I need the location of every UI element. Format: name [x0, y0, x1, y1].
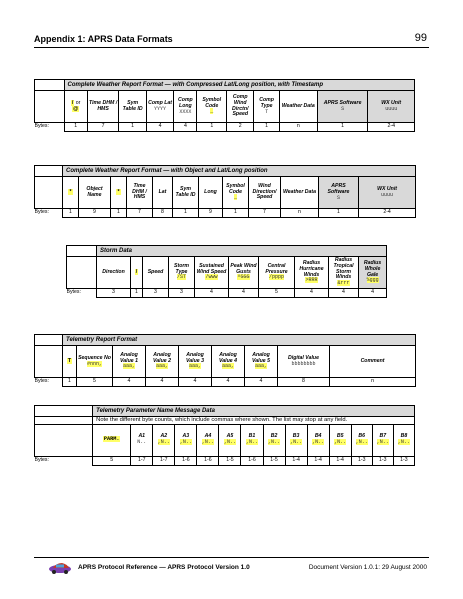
byte-count: 1-6	[197, 456, 219, 465]
aprs-car-logo	[48, 561, 72, 575]
bytes-label: Bytes:	[34, 378, 49, 385]
bytes-label: Bytes:	[34, 209, 49, 216]
field-radius-gale: Radius Whole Gale %ggg	[359, 257, 387, 289]
byte-count: 1	[131, 289, 143, 298]
spacer	[67, 257, 97, 289]
field-sym-table: Sym Table ID	[173, 177, 199, 209]
byte-count: 9	[79, 209, 111, 218]
byte-count: 1	[173, 209, 199, 218]
spacer	[35, 80, 65, 91]
field-parm-a5: A5 ,N..	[219, 424, 241, 456]
byte-count: 8	[278, 378, 330, 387]
byte-count: 8	[153, 209, 173, 218]
footer-rule	[34, 557, 429, 558]
byte-count: 2-4	[368, 123, 415, 132]
byte-count: 7	[127, 209, 153, 218]
field-wind: Wind Direction/ Speed	[249, 177, 281, 209]
byte-count: 1	[254, 123, 279, 132]
field-wx-unit: WX Unit uuuu	[359, 177, 416, 209]
field-parm-a4: A4 ,N..	[197, 424, 219, 456]
header-rule	[34, 47, 429, 48]
byte-count: 5	[77, 378, 113, 387]
byte-count: 3	[169, 289, 195, 298]
byte-count: 1-3	[351, 456, 372, 465]
byte-count: 4	[245, 378, 278, 387]
table-title: Storm Data	[97, 246, 387, 257]
field-comp-lat: Comp Lat YYYY	[146, 91, 173, 123]
footer-title: APRS Protocol Reference — APRS Protocol Version 1.0	[78, 564, 250, 571]
bytes-label: Bytes:	[66, 289, 81, 296]
field-analog-3: Analog Value 3 aaa,	[179, 346, 212, 378]
field-storm-type: Storm Type /ST	[169, 257, 195, 289]
byte-count: 1-4	[285, 456, 307, 465]
spacer	[35, 177, 63, 209]
byte-count: 5	[259, 289, 295, 298]
field-parm-b6: B6 ,N..	[351, 424, 372, 456]
field-live-marker: *	[111, 177, 127, 209]
field-speed: Speed	[143, 257, 169, 289]
spacer	[35, 424, 93, 456]
byte-count: 4	[295, 289, 329, 298]
field-symbol-code: Symbol Code _	[197, 91, 227, 123]
field-parm-b1: B1 ,N..	[241, 424, 263, 456]
field-parm-b4: B4 ,N..	[307, 424, 329, 456]
byte-count: 3	[143, 289, 169, 298]
byte-count: 4	[229, 289, 259, 298]
byte-count: 4	[179, 378, 212, 387]
field-parm-a3: A3 ,N..	[175, 424, 197, 456]
bytes-label: Bytes:	[34, 123, 49, 130]
spacer	[35, 417, 93, 425]
footer-version: Document Version 1.0.1: 29 August 2000	[308, 564, 427, 571]
byte-count: 1	[319, 209, 359, 218]
field-telemetry-marker: T	[63, 346, 77, 378]
field-time: Time DHM / HMS	[87, 91, 119, 123]
byte-count: 4	[195, 289, 229, 298]
field-aprs-software: APRS Software S	[319, 177, 359, 209]
byte-count: 4	[113, 378, 146, 387]
field-parm-marker: PARM.	[93, 424, 131, 456]
field-lat: Lat	[153, 177, 173, 209]
byte-count: 1	[119, 123, 146, 132]
table-title: Complete Weather Report Format — with Object and Lat/Long position	[63, 166, 416, 177]
page-number: 99	[414, 32, 427, 44]
byte-count: 4	[329, 289, 359, 298]
spacer	[35, 91, 65, 123]
spacer	[35, 166, 63, 177]
field-analog-1: Analog Value 1 aaa,	[113, 346, 146, 378]
field-peak-gusts: Peak Wind Gusts ^GGG	[229, 257, 259, 289]
byte-count: 1-4	[329, 456, 351, 465]
table-note: Note the different byte counts, which include commas where shown. The list may stop at any field.	[93, 417, 415, 425]
field-object-marker: *	[63, 177, 79, 209]
field-digital-value: Digital Value bbbbbbbb	[278, 346, 330, 378]
field-weather-data: Weather Data	[281, 177, 319, 209]
byte-count: n	[330, 378, 416, 387]
field-weather-data: Weather Data	[279, 91, 317, 123]
field-sym-table: Sym Table ID	[119, 91, 146, 123]
byte-count: 1	[223, 209, 249, 218]
field-parm-b5: B5 ,N..	[329, 424, 351, 456]
table-storm-data	[66, 245, 386, 298]
field-direction: Direction	[97, 257, 131, 289]
field-comment: Comment	[330, 346, 416, 378]
field-aprs-software: APRS Software S	[317, 91, 368, 123]
byte-count: 1	[111, 209, 127, 218]
byte-count: 1-7	[153, 456, 175, 465]
byte-count: 1	[197, 123, 227, 132]
page-header-title: Appendix 1: APRS Data Formats	[34, 34, 173, 44]
table-telemetry-report	[34, 334, 415, 387]
field-radius-hurricane: Radius Hurricane Winds >RRR	[295, 257, 329, 289]
spacer	[35, 335, 63, 346]
field-comp-wind: Comp Wind Dirctn/ Speed	[227, 91, 254, 123]
byte-count: 1	[64, 123, 87, 132]
table-weather-object	[34, 165, 415, 218]
byte-count: 7	[249, 209, 281, 218]
byte-count: 1	[63, 378, 77, 387]
field-parm-b2: B2 ,N..	[263, 424, 285, 456]
spacer	[67, 246, 97, 257]
field-parm-a1: A1 N..	[131, 424, 153, 456]
byte-count: 9	[199, 209, 223, 218]
field-symbol-code: Symbol Code _	[223, 177, 249, 209]
table-weather-compressed	[34, 79, 415, 132]
byte-count: 5	[93, 456, 131, 465]
byte-count: 1-5	[219, 456, 241, 465]
byte-count: 1-4	[307, 456, 329, 465]
byte-count: n	[281, 209, 319, 218]
byte-count: 1-3	[393, 456, 414, 465]
field-wx-unit: WX Unit uuuu	[368, 91, 415, 123]
field-central-pressure: Central Pressure /pppp	[259, 257, 295, 289]
byte-count: 3	[97, 289, 131, 298]
field-parm-b7: B7 ,N..	[372, 424, 393, 456]
byte-count: 1-6	[241, 456, 263, 465]
byte-count: 2	[227, 123, 254, 132]
byte-count: 7	[87, 123, 119, 132]
table-title: Telemetry Report Format	[63, 335, 416, 346]
field-sustained-wind: Sustained Wind Speed /www	[195, 257, 229, 289]
field-object-name: Object Name	[79, 177, 111, 209]
field-time: Time DHM / HMS	[127, 177, 153, 209]
field-sequence-no: Sequence No #nnn,	[77, 346, 113, 378]
byte-count: 1-6	[175, 456, 197, 465]
field-parm-a2: A2 ,N..	[153, 424, 175, 456]
byte-count: 4	[212, 378, 245, 387]
field-separator: /	[131, 257, 143, 289]
table-telemetry-parm	[34, 405, 415, 466]
field-data-type: / or @	[64, 91, 87, 123]
table-title: Telemetry Parameter Name Message Data	[93, 406, 415, 417]
byte-count: 4	[146, 123, 173, 132]
field-parm-b3: B3 ,N..	[285, 424, 307, 456]
field-long: Long	[199, 177, 223, 209]
field-analog-4: Analog Value 4 aaa,	[212, 346, 245, 378]
spacer	[35, 346, 63, 378]
spacer	[35, 406, 93, 417]
field-comp-type: Comp Type T	[254, 91, 279, 123]
byte-count: n	[279, 123, 317, 132]
byte-count: 1	[63, 209, 79, 218]
byte-count: 1-5	[263, 456, 285, 465]
byte-count: 1-3	[372, 456, 393, 465]
byte-count: 4	[146, 378, 179, 387]
byte-count: 4	[359, 289, 387, 298]
field-analog-5: Analog Value 5 aaa,	[245, 346, 278, 378]
field-parm-b8: B8 ,N..	[393, 424, 414, 456]
table-title: Complete Weather Report Format — with Compressed Lat/Long position, with Timestamp	[64, 80, 414, 91]
byte-count: 1	[317, 123, 368, 132]
bytes-label: Bytes:	[34, 456, 49, 463]
field-analog-2: Analog Value 2 aaa,	[146, 346, 179, 378]
field-radius-tropical: Radius Tropical Storm Winds &rrr	[329, 257, 359, 289]
byte-count: 2-4	[359, 209, 416, 218]
byte-count: 1-7	[131, 456, 153, 465]
byte-count: 4	[174, 123, 197, 132]
field-comp-long: Comp Long XXXX	[174, 91, 197, 123]
